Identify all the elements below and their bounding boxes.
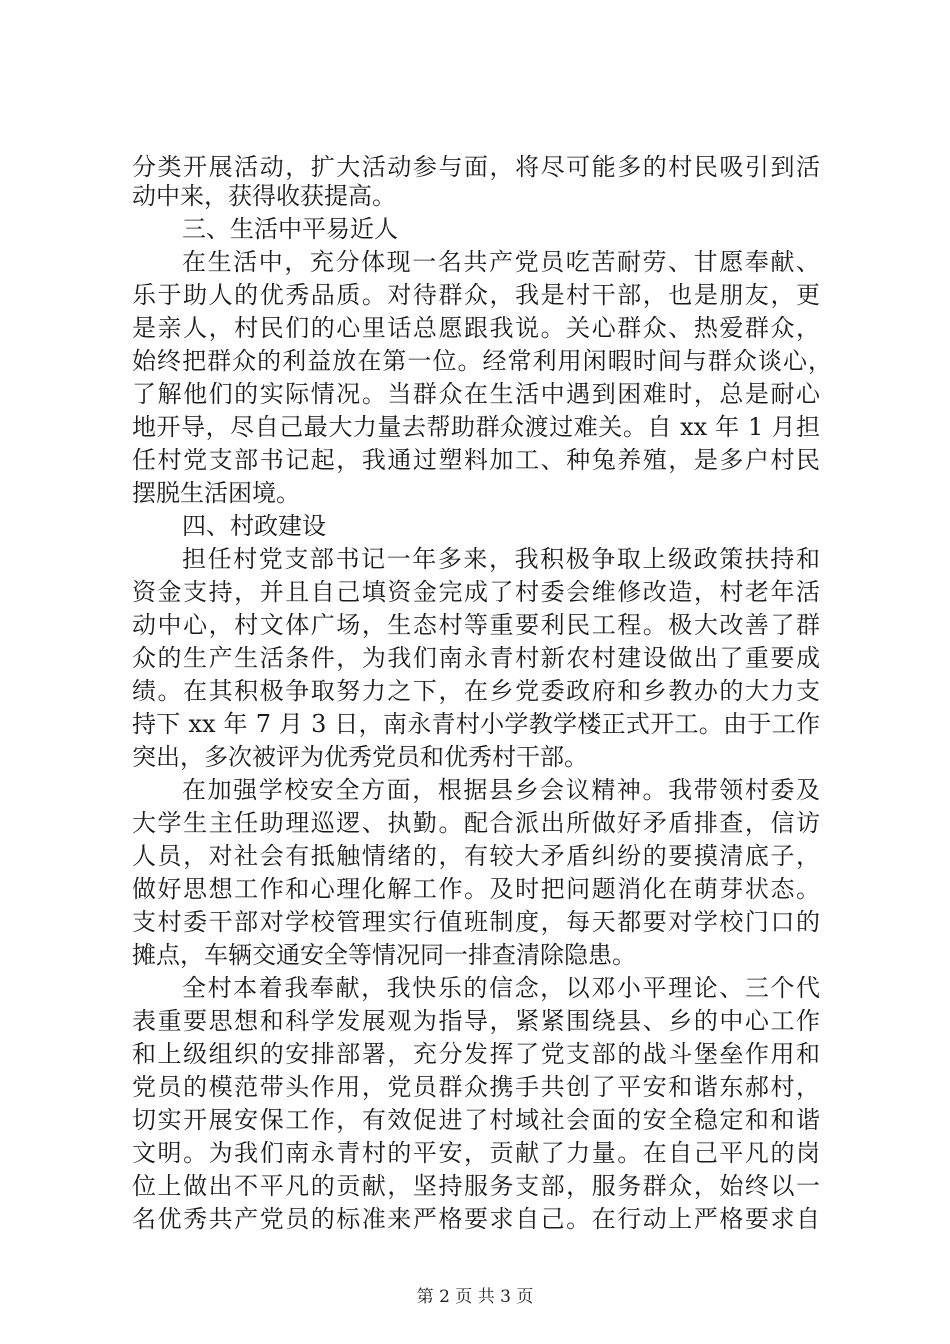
text-line: 动中来，获得收获提高。: [132, 182, 396, 210]
text-line: 表重要思想和科学发展观为指导，紧紧围绕县、乡的中心工作: [132, 1007, 820, 1035]
text-line: 绩。在其积极争取努力之下，在乡党委政府和乡教办的大力支: [132, 677, 820, 705]
text-line: 乐于助人的优秀品质。对待群众，我是村干部，也是朋友，更: [132, 281, 820, 309]
text-line: 是亲人，村民们的心里话总愿跟我说。关心群众、热爱群众，: [132, 314, 820, 342]
text-line: 众的生产生活条件，为我们南永青村新农村建设做出了重要成: [132, 644, 820, 672]
text-line: 名优秀共产党员的标准来严格要求自己。在行动上严格要求自: [132, 1205, 820, 1233]
page-footer: 第 2 页 共 3 页: [416, 1287, 534, 1307]
text-line: 分类开展活动，扩大活动参与面，将尽可能多的村民吸引到活: [132, 153, 820, 181]
text-line: 担任村党支部书记一年多来，我积极争取上级政策扶持和: [182, 545, 820, 573]
text-line: 四、村政建设: [182, 512, 326, 540]
text-line: 在加强学校安全方面，根据县乡会议精神。我带领村委及: [182, 776, 820, 804]
text-line: 人员，对社会有抵触情绪的，有较大矛盾纠纷的要摸清底子，: [132, 842, 820, 870]
text-line: 突出，多次被评为优秀党员和优秀村干部。: [132, 743, 588, 771]
text-line: 位上做出不平凡的贡献，坚持服务支部，服务群众，始终以一: [132, 1172, 820, 1200]
text-line: 摆脱生活困境。: [132, 479, 300, 507]
text-line: 全村本着我奉献，我快乐的信念，以邓小平理论、三个代: [182, 974, 820, 1002]
text-line: 大学生主任助理巡逻、执勤。配合派出所做好矛盾排查，信访: [132, 809, 820, 837]
text-line: 地开导，尽自己最大力量去帮助群众渡过难关。自 xx 年 1 月担: [132, 413, 820, 441]
text-line: 切实开展安保工作，有效促进了村域社会面的安全稳定和和谐: [132, 1106, 820, 1134]
text-line: 摊点，车辆交通安全等情况同一排查清除隐患。: [132, 941, 636, 969]
text-line: 和上级组织的安排部署，充分发挥了党支部的战斗堡垒作用和: [132, 1040, 820, 1068]
text-line: 持下 xx 年 7 月 3 日，南永青村小学教学楼正式开工。由于工作: [132, 710, 820, 738]
text-line: 始终把群众的利益放在第一位。经常利用闲暇时间与群众谈心，: [132, 347, 832, 375]
text-line: 资金支持，并且自己填资金完成了村委会维修改造，村老年活: [132, 578, 820, 606]
text-line: 做好思想工作和心理化解工作。及时把问题消化在萌芽状态。: [132, 875, 820, 903]
text-line: 支村委干部对学校管理实行值班制度，每天都要对学校门口的: [132, 908, 820, 936]
text-line: 党员的模范带头作用，党员群众携手共创了平安和谐东郝村，: [132, 1073, 820, 1101]
text-line: 了解他们的实际情况。当群众在生活中遇到困难时，总是耐心: [132, 380, 820, 408]
text-line: 任村党支部书记起，我通过塑料加工、种兔养殖，是多户村民: [132, 446, 820, 474]
text-line: 在生活中，充分体现一名共产党员吃苦耐劳、甘愿奉献、: [182, 248, 820, 276]
text-line: 动中心，村文体广场，生态村等重要利民工程。极大改善了群: [132, 611, 820, 639]
text-line: 文明。为我们南永青村的平安，贡献了力量。在自己平凡的岗: [132, 1139, 820, 1167]
text-line: 三、生活中平易近人: [182, 215, 398, 243]
